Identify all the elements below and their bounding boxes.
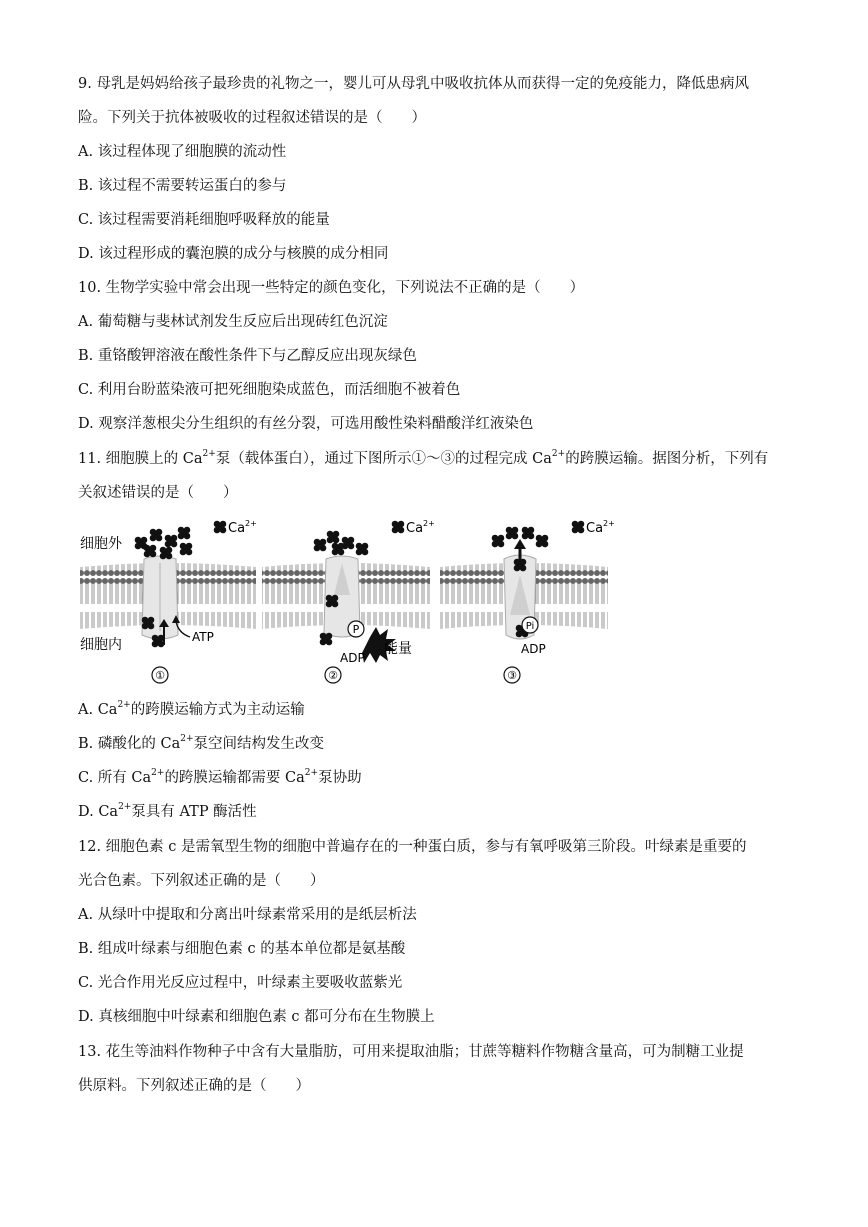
q11-stem-part1: 11. 细胞膜上的 Ca [78,451,203,467]
ion-mark [506,527,519,540]
ca-label: $Ca^{2+}$ [586,519,615,536]
ion-mark [356,543,369,556]
option-a-part1: A. Ca [78,702,118,718]
q9-option-c: C. 该过程需要消耗细胞呼吸释放的能量 [78,212,330,228]
panel-number-2: ② [328,669,338,682]
ion-mark [320,633,333,646]
q12-stem-line1: 12. 细胞色素 c 是需氧型生物的细胞中普遍存在的一种蛋白质，参与有氧呼吸第三阶段。叶绿素是重要的 [78,839,747,855]
q9-stem-line2: 险。下列关于抗体被吸收的过程叙述错误的是（ ） [78,110,426,126]
q10-option-d: D. 观察洋葱根尖分生组织的有丝分裂，可选用酸性染料醋酸洋红液染色 [78,416,534,432]
q12-option-c: C. 光合作用光反应过程中，叶绿素主要吸收蓝紫光 [78,975,403,991]
superscript: 2+ [180,734,194,745]
superscript: 2+ [118,802,132,813]
q9-stem-line1: 9. 母乳是妈妈给孩子最珍贵的礼物之一，婴儿可从母乳中吸收抗体从而获得一定的免疫能力，降低患病风 [78,76,749,92]
q13-stem-line2: 供原料。下列叙述正确的是（ ） [78,1078,310,1094]
inside-label: 细胞内 [80,637,122,653]
superscript: 2+ [202,449,216,460]
ion-mark [180,543,193,556]
option-d-part1: D. Ca [78,804,119,820]
ion-mark [332,543,345,556]
ion-mark [150,529,163,542]
ion-mark [165,535,178,548]
q11-option-a [78,700,790,720]
ion-mark [572,521,585,534]
q11-stem-line1 [78,449,790,469]
atp-label: ATP [192,630,214,644]
q12-option-a: A. 从绿叶中提取和分离出叶绿素常采用的是纸层析法 [78,907,417,923]
q11-option-c [78,768,790,788]
energy-label: 能量 [384,641,412,657]
ion-mark [214,521,227,534]
ca-label: $Ca^{2+}$ [406,519,435,536]
ion-mark [327,531,340,544]
q11-stem-part2: 泵（载体蛋白），通过下图所示①～③的过程完成 Ca [215,451,552,467]
ion-mark [314,539,327,552]
q10-option-a: A. 葡萄糖与斐林试剂发生反应后出现砖红色沉淀 [78,314,388,330]
ion-mark [492,535,505,548]
ion-mark [178,527,191,540]
pi-label: Pi [525,621,535,632]
q11-option-b [78,734,790,754]
q12-stem-line2: 光合色素。下列叙述正确的是（ ） [78,873,325,889]
q10-option-b: B. 重铬酸钾溶液在酸性条件下与乙醇反应出现灰绿色 [78,348,417,364]
phosphate-label: P [352,623,360,636]
adp-label: ADP [521,642,546,656]
panel-number-1: ① [155,669,165,682]
q13-stem-line1: 13. 花生等油料作物种子中含有大量脂肪，可用来提取油脂；甘蔗等糖料作物糖含量高，可为制糖工业提 [78,1044,744,1060]
panel-number-3: ③ [507,669,517,682]
ion-mark [392,521,405,534]
superscript: 2+ [151,768,165,779]
option-c-part3: 泵协助 [318,770,362,786]
q12-option-b: B. 组成叶绿素与细胞色素 c 的基本单位都是氨基酸 [78,941,406,957]
ion-mark [144,545,157,558]
option-a-part2: 的跨膜运输方式为主动运输 [130,702,305,718]
superscript: 2+ [304,768,319,779]
q10-stem: 10. 生物学实验中常会出现一些特定的颜色变化，下列说法不正确的是（ ） [78,280,585,296]
q10-option-c: C. 利用台盼蓝染液可把死细胞染成蓝色，而活细胞不被着色 [78,382,461,398]
panel-3 [440,519,615,683]
q11-stem-line2: 关叙述错误的是（ ） [78,485,238,501]
option-b-part2: 泵空间结构发生改变 [193,736,325,752]
ion-mark [522,527,535,540]
q12-option-d: D. 真核细胞中叶绿素和细胞色素 c 都可分布在生物膜上 [78,1009,435,1025]
option-b-part1: B. 磷酸化的 Ca [78,736,181,752]
q11-option-d [78,802,790,822]
panel-1 [80,519,257,683]
outside-label: 细胞外 [80,536,122,552]
q9-option-d: D. 该过程形成的囊泡膜的成分与核膜的成分相同 [78,246,389,262]
panel-2 [262,519,435,683]
q9-option-a: A. 该过程体现了细胞膜的流动性 [78,144,287,160]
option-c-part2: 的跨膜运输都需要 Ca [164,770,305,786]
option-c-part1: C. 所有 Ca [78,770,152,786]
adp-label: ADP [340,651,365,665]
option-d-part2: 泵具有 ATP 酶活性 [131,804,257,820]
q9-option-b: B. 该过程不需要转运蛋白的参与 [78,178,287,194]
superscript: 2+ [551,449,566,460]
q11-stem-part3: 的跨膜运输。据图分析，下列有 [565,451,769,467]
superscript: 2+ [117,700,131,711]
ion-mark [536,535,549,548]
ca-pump-figure [78,515,638,690]
ca-label: $Ca^{2+}$ [228,519,257,536]
